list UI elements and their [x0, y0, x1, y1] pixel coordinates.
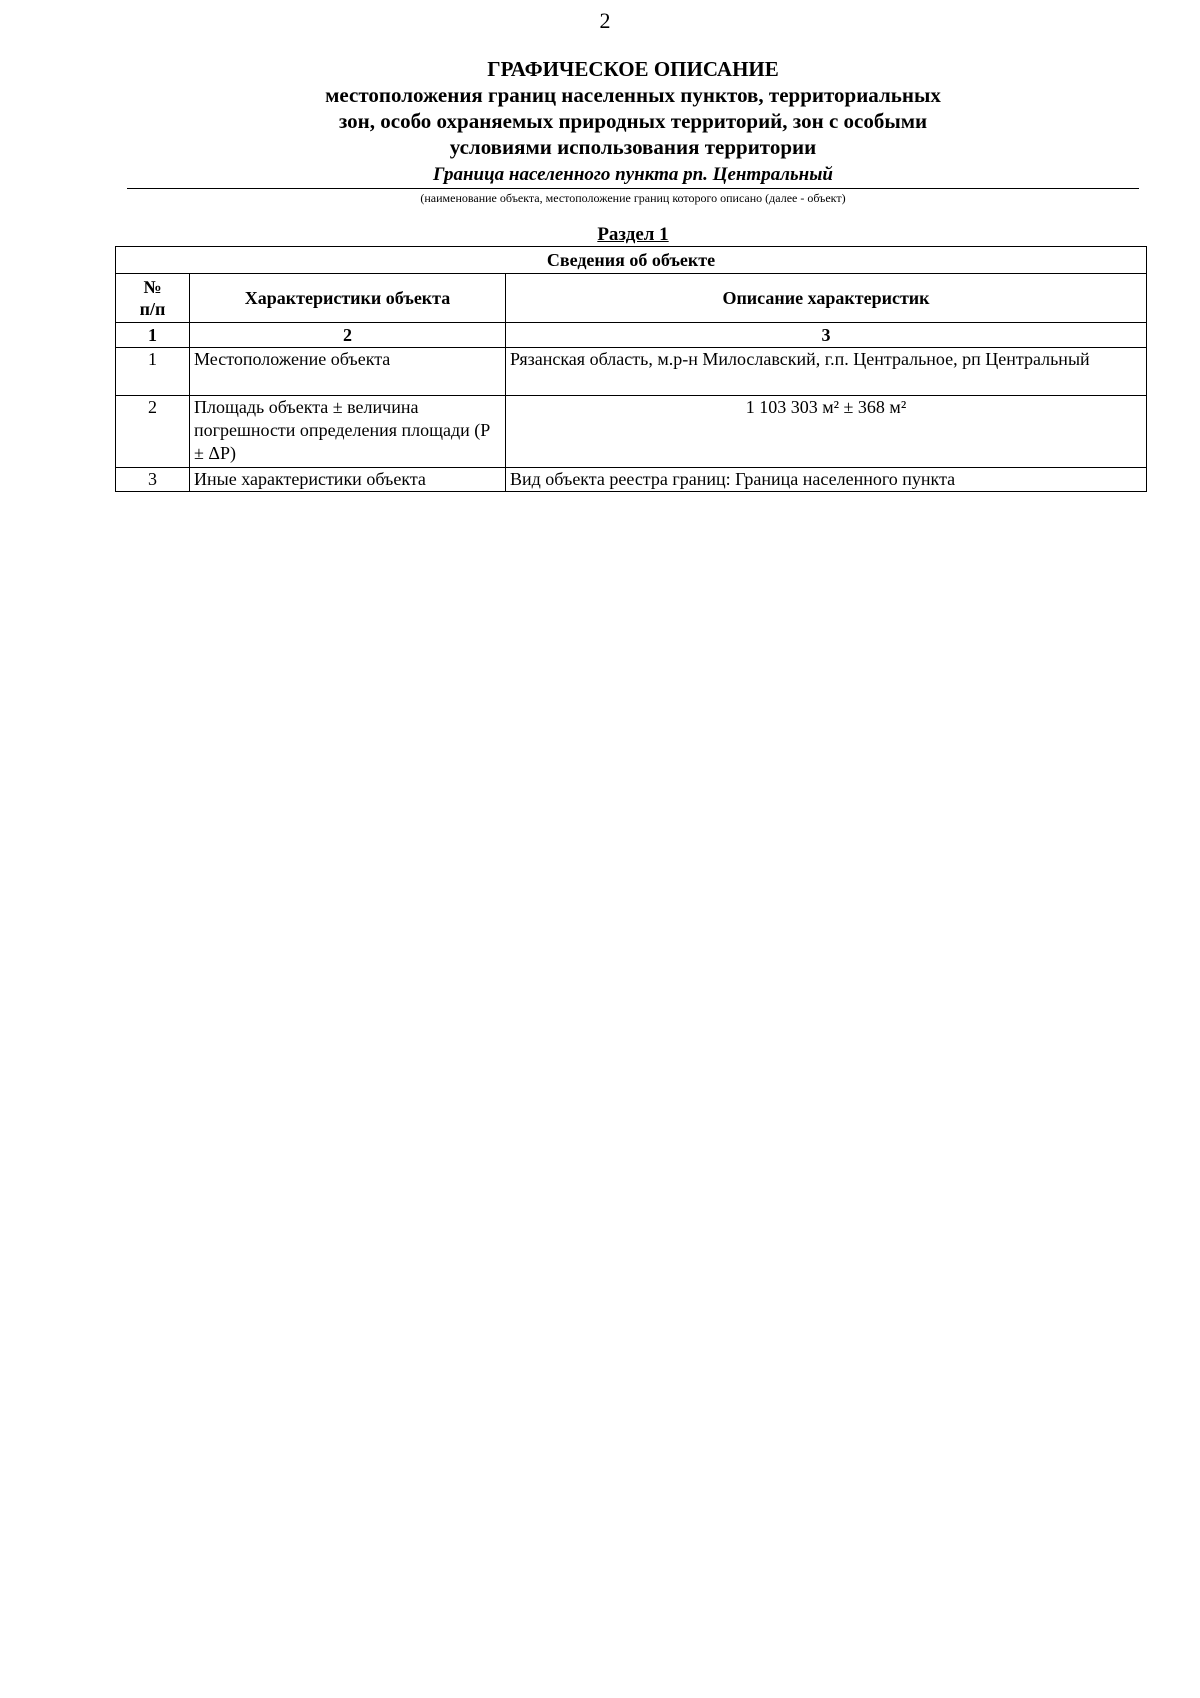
row-number: 3: [116, 468, 190, 492]
header-number: [116, 274, 190, 323]
row-characteristic: Местоположение объекта: [190, 348, 506, 396]
table-header-row: [116, 274, 1147, 323]
column-index-3: 3: [506, 323, 1147, 348]
table-row: [116, 468, 1147, 492]
row-number: 1: [116, 348, 190, 396]
document-title: [127, 56, 1139, 160]
row-characteristic: Площадь объекта ± величина погрешности определения площади (P ± ΔP): [190, 396, 506, 468]
row-description: Рязанская область, м.р-н Милославский, г.п. Центральное, рп Центральный: [506, 348, 1147, 396]
object-name-underline: [127, 188, 1139, 189]
header-number-line-1: №: [143, 277, 162, 297]
table-caption-row: [116, 247, 1147, 274]
table-row: [116, 396, 1147, 468]
object-name: Граница населенного пункта рп. Центральный: [433, 164, 833, 185]
table-index-row: [116, 323, 1147, 348]
header-characteristics: Характеристики объекта: [190, 274, 506, 323]
row-description: 1 103 303 м² ± 368 м²: [506, 396, 1147, 468]
header-number-line-2: п/п: [139, 299, 166, 319]
row-number: 2: [116, 396, 190, 468]
table-caption: Сведения об объекте: [116, 247, 1147, 274]
table-row: [116, 348, 1147, 396]
column-index-2: 2: [190, 323, 506, 348]
object-info-table: [115, 246, 1147, 492]
section-label-text: Раздел 1: [597, 224, 669, 245]
object-name-caption: (наименование объекта, местоположение границ которого описано (далее - объект): [420, 191, 846, 205]
title-line-1: ГРАФИЧЕСКОЕ ОПИСАНИЕ: [487, 57, 779, 81]
page-number: 2: [599, 8, 611, 33]
row-description: Вид объекта реестра границ: Граница населенного пункта: [506, 468, 1147, 492]
header-description: Описание характеристик: [506, 274, 1147, 323]
title-line-3: зон, особо охраняемых природных территорий, зон с особыми: [338, 109, 928, 133]
section-label: [0, 224, 1200, 246]
title-line-4: условиями использования территории: [449, 135, 817, 159]
row-characteristic: Иные характеристики объекта: [190, 468, 506, 492]
title-line-2: местоположения границ населенных пунктов, территориальных: [325, 83, 941, 107]
column-index-1: 1: [116, 323, 190, 348]
